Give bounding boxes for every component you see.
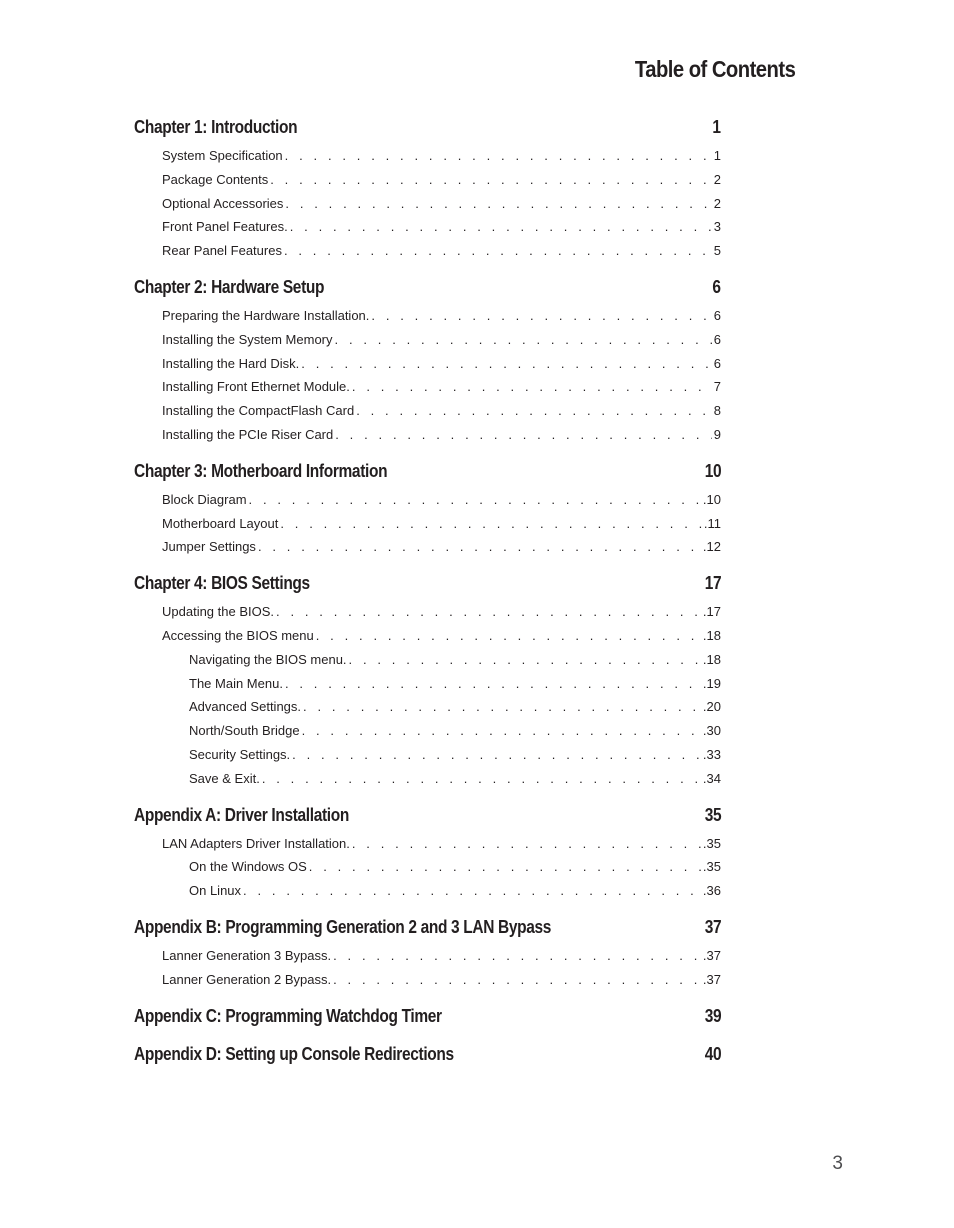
chapter-page-number: 37	[704, 916, 721, 937]
entry-page-number: 6	[713, 331, 721, 347]
entry-label: Navigating the BIOS menu.	[189, 651, 347, 667]
entry-label: Accessing the BIOS menu	[162, 627, 314, 643]
toc-subentry[interactable]	[134, 695, 721, 719]
dot-leader	[301, 352, 711, 376]
entry-page-number: 2	[713, 171, 721, 187]
toc-entry[interactable]	[134, 352, 721, 376]
entry-page-number: .35	[702, 835, 721, 851]
entry-label: On Linux	[189, 883, 242, 899]
toc-subentry[interactable]	[134, 743, 721, 767]
entry-page-number: .34	[702, 770, 721, 786]
toc-entry-list	[134, 600, 721, 790]
toc-entry[interactable]	[134, 832, 721, 856]
dot-leader	[352, 375, 712, 399]
table-of-contents	[134, 114, 721, 1067]
toc-entry[interactable]	[134, 144, 721, 168]
dot-leader	[285, 192, 711, 216]
entry-label: Security Settings.	[189, 746, 291, 762]
entry-label: Installing the PCIe Riser Card	[162, 426, 334, 442]
dot-leader	[292, 743, 701, 767]
entry-page-number: 6	[713, 307, 721, 323]
dot-leader	[333, 944, 701, 968]
chapter-page-number: 1	[712, 117, 721, 137]
toc-subentry[interactable]	[134, 879, 721, 903]
dot-leader	[371, 304, 711, 328]
entry-page-number: .37	[702, 947, 721, 963]
entry-label: Lanner Generation 2 Bypass.	[162, 971, 332, 987]
entry-page-number: .11	[703, 515, 721, 531]
entry-page-number: 7	[713, 379, 721, 395]
entry-page-number: .36	[702, 883, 721, 899]
entry-label: Motherboard Layout	[162, 515, 279, 531]
entry-label: Front Panel Features.	[162, 219, 288, 235]
entry-page-number: 9	[713, 426, 721, 442]
dot-leader	[243, 879, 701, 903]
chapter-page-number: 39	[704, 1005, 721, 1026]
dot-leader	[316, 624, 701, 648]
entry-label: System Specification	[162, 148, 283, 163]
toc-chapter-heading[interactable]	[134, 114, 721, 140]
dot-leader	[285, 672, 701, 696]
toc-entry[interactable]	[134, 239, 721, 263]
dot-leader	[303, 695, 701, 719]
toc-subentry[interactable]	[134, 767, 721, 791]
chapter-page-number: 6	[712, 276, 721, 297]
toc-entry[interactable]	[134, 304, 721, 328]
entry-label: Advanced Settings.	[189, 699, 302, 715]
toc-chapter-heading[interactable]	[134, 1003, 721, 1029]
chapter-page-number: 17	[704, 573, 721, 594]
toc-entry[interactable]	[134, 512, 721, 536]
toc-entry-list	[134, 488, 721, 559]
dot-leader	[335, 423, 712, 447]
chapter-title: Chapter 2: Hardware Setup	[134, 276, 325, 297]
entry-page-number: .18	[702, 651, 721, 667]
toc-chapter-heading[interactable]	[134, 274, 721, 300]
chapter-title: Appendix C: Programming Watchdog Timer	[134, 1005, 442, 1026]
toc-entry[interactable]	[134, 423, 721, 447]
toc-chapter-heading[interactable]	[134, 1041, 721, 1067]
entry-page-number: 8	[713, 403, 721, 419]
toc-entry[interactable]	[134, 375, 721, 399]
entry-label: Updating the BIOS.	[162, 604, 275, 620]
dot-leader	[285, 144, 712, 168]
toc-entry-list	[134, 144, 721, 263]
chapter-page-number: 40	[704, 1043, 721, 1064]
toc-subentry[interactable]	[134, 855, 721, 879]
entry-label: Installing the Hard Disk.	[162, 355, 300, 371]
dot-leader	[309, 855, 701, 879]
dot-leader	[356, 399, 712, 423]
entry-page-number: 5	[713, 243, 721, 259]
entry-label: Rear Panel Features	[162, 243, 282, 259]
entry-page-number: .35	[702, 859, 721, 875]
entry-page-number: .10	[702, 491, 721, 507]
chapter-page-number: 10	[704, 460, 721, 481]
chapter-title: Appendix B: Programming Generation 2 and 3 LAN Bypass	[134, 916, 552, 937]
page-title: Table of Contents	[634, 56, 795, 82]
toc-entry[interactable]	[134, 624, 721, 648]
chapter-title: Appendix D: Setting up Console Redirections	[134, 1043, 454, 1064]
entry-label: Preparing the Hardware Installation.	[162, 307, 370, 323]
toc-entry-list	[134, 944, 721, 992]
entry-label: Jumper Settings	[162, 539, 256, 555]
dot-leader	[258, 535, 701, 559]
entry-label: Installing the CompactFlash Card	[162, 403, 355, 419]
entry-label: Lanner Generation 3 Bypass.	[162, 947, 332, 963]
chapter-title: Chapter 3: Motherboard Information	[134, 460, 388, 481]
toc-entry[interactable]	[134, 328, 721, 352]
toc-entry[interactable]	[134, 192, 721, 216]
toc-subentry[interactable]	[134, 672, 721, 696]
entry-page-number: .17	[702, 604, 721, 620]
dot-leader	[270, 168, 712, 192]
entry-label: LAN Adapters Driver Installation.	[162, 835, 350, 851]
entry-page-number: .20	[702, 699, 721, 715]
dot-leader	[280, 512, 702, 536]
toc-chapter-heading[interactable]	[134, 802, 721, 828]
toc-entry-list	[134, 304, 721, 447]
dot-leader	[249, 488, 701, 512]
toc-entry[interactable]	[134, 399, 721, 423]
entry-label: North/South Bridge	[189, 723, 300, 739]
toc-entry[interactable]	[134, 535, 721, 559]
entry-label: The Main Menu.	[189, 675, 283, 691]
chapter-title: Chapter 4: BIOS Settings	[134, 573, 310, 594]
toc-chapter-heading[interactable]	[134, 458, 721, 484]
toc-subentry[interactable]	[134, 648, 721, 672]
toc-subentry[interactable]	[134, 719, 721, 743]
toc-entry[interactable]	[134, 488, 721, 512]
toc-entry[interactable]	[134, 944, 721, 968]
dot-leader	[333, 968, 701, 992]
entry-label: Installing Front Ethernet Module.	[162, 379, 350, 395]
entry-page-number: .33	[702, 746, 721, 762]
dot-leader	[302, 719, 701, 743]
dot-leader	[290, 215, 712, 239]
entry-page-number: 3	[713, 219, 721, 235]
toc-chapter-heading[interactable]	[134, 570, 721, 596]
dot-leader	[276, 600, 701, 624]
chapter-title: Appendix A: Driver Installation	[134, 804, 349, 825]
entry-page-number: 1	[713, 148, 721, 163]
entry-label: Package Contents	[162, 171, 269, 187]
toc-entry[interactable]	[134, 600, 721, 624]
entry-page-number: 6	[713, 355, 721, 371]
dot-leader	[349, 648, 701, 672]
entry-label: Installing the System Memory	[162, 331, 333, 347]
entry-page-number: .37	[702, 971, 721, 987]
chapter-page-number: 35	[704, 804, 721, 825]
dot-leader	[352, 832, 701, 856]
dot-leader	[262, 767, 701, 791]
toc-chapter-heading[interactable]	[134, 914, 721, 940]
dot-leader	[284, 239, 712, 263]
entry-page-number: 2	[713, 195, 721, 211]
entry-label: Save & Exit.	[189, 770, 260, 786]
toc-entry-list	[134, 832, 721, 903]
dot-leader	[335, 328, 712, 352]
entry-page-number: .19	[702, 675, 721, 691]
entry-label: On the Windows OS	[189, 859, 307, 875]
toc-entry[interactable]	[134, 168, 721, 192]
entry-label: Block Diagram	[162, 491, 247, 507]
toc-entry[interactable]	[134, 215, 721, 239]
entry-page-number: .12	[702, 539, 721, 555]
entry-page-number: .18	[702, 627, 721, 643]
entry-label: Optional Accessories	[162, 195, 284, 211]
chapter-title: Chapter 1: Introduction	[134, 117, 298, 137]
entry-page-number: .30	[702, 723, 721, 739]
page-number: 3	[832, 1153, 843, 1174]
toc-entry[interactable]	[134, 968, 721, 992]
